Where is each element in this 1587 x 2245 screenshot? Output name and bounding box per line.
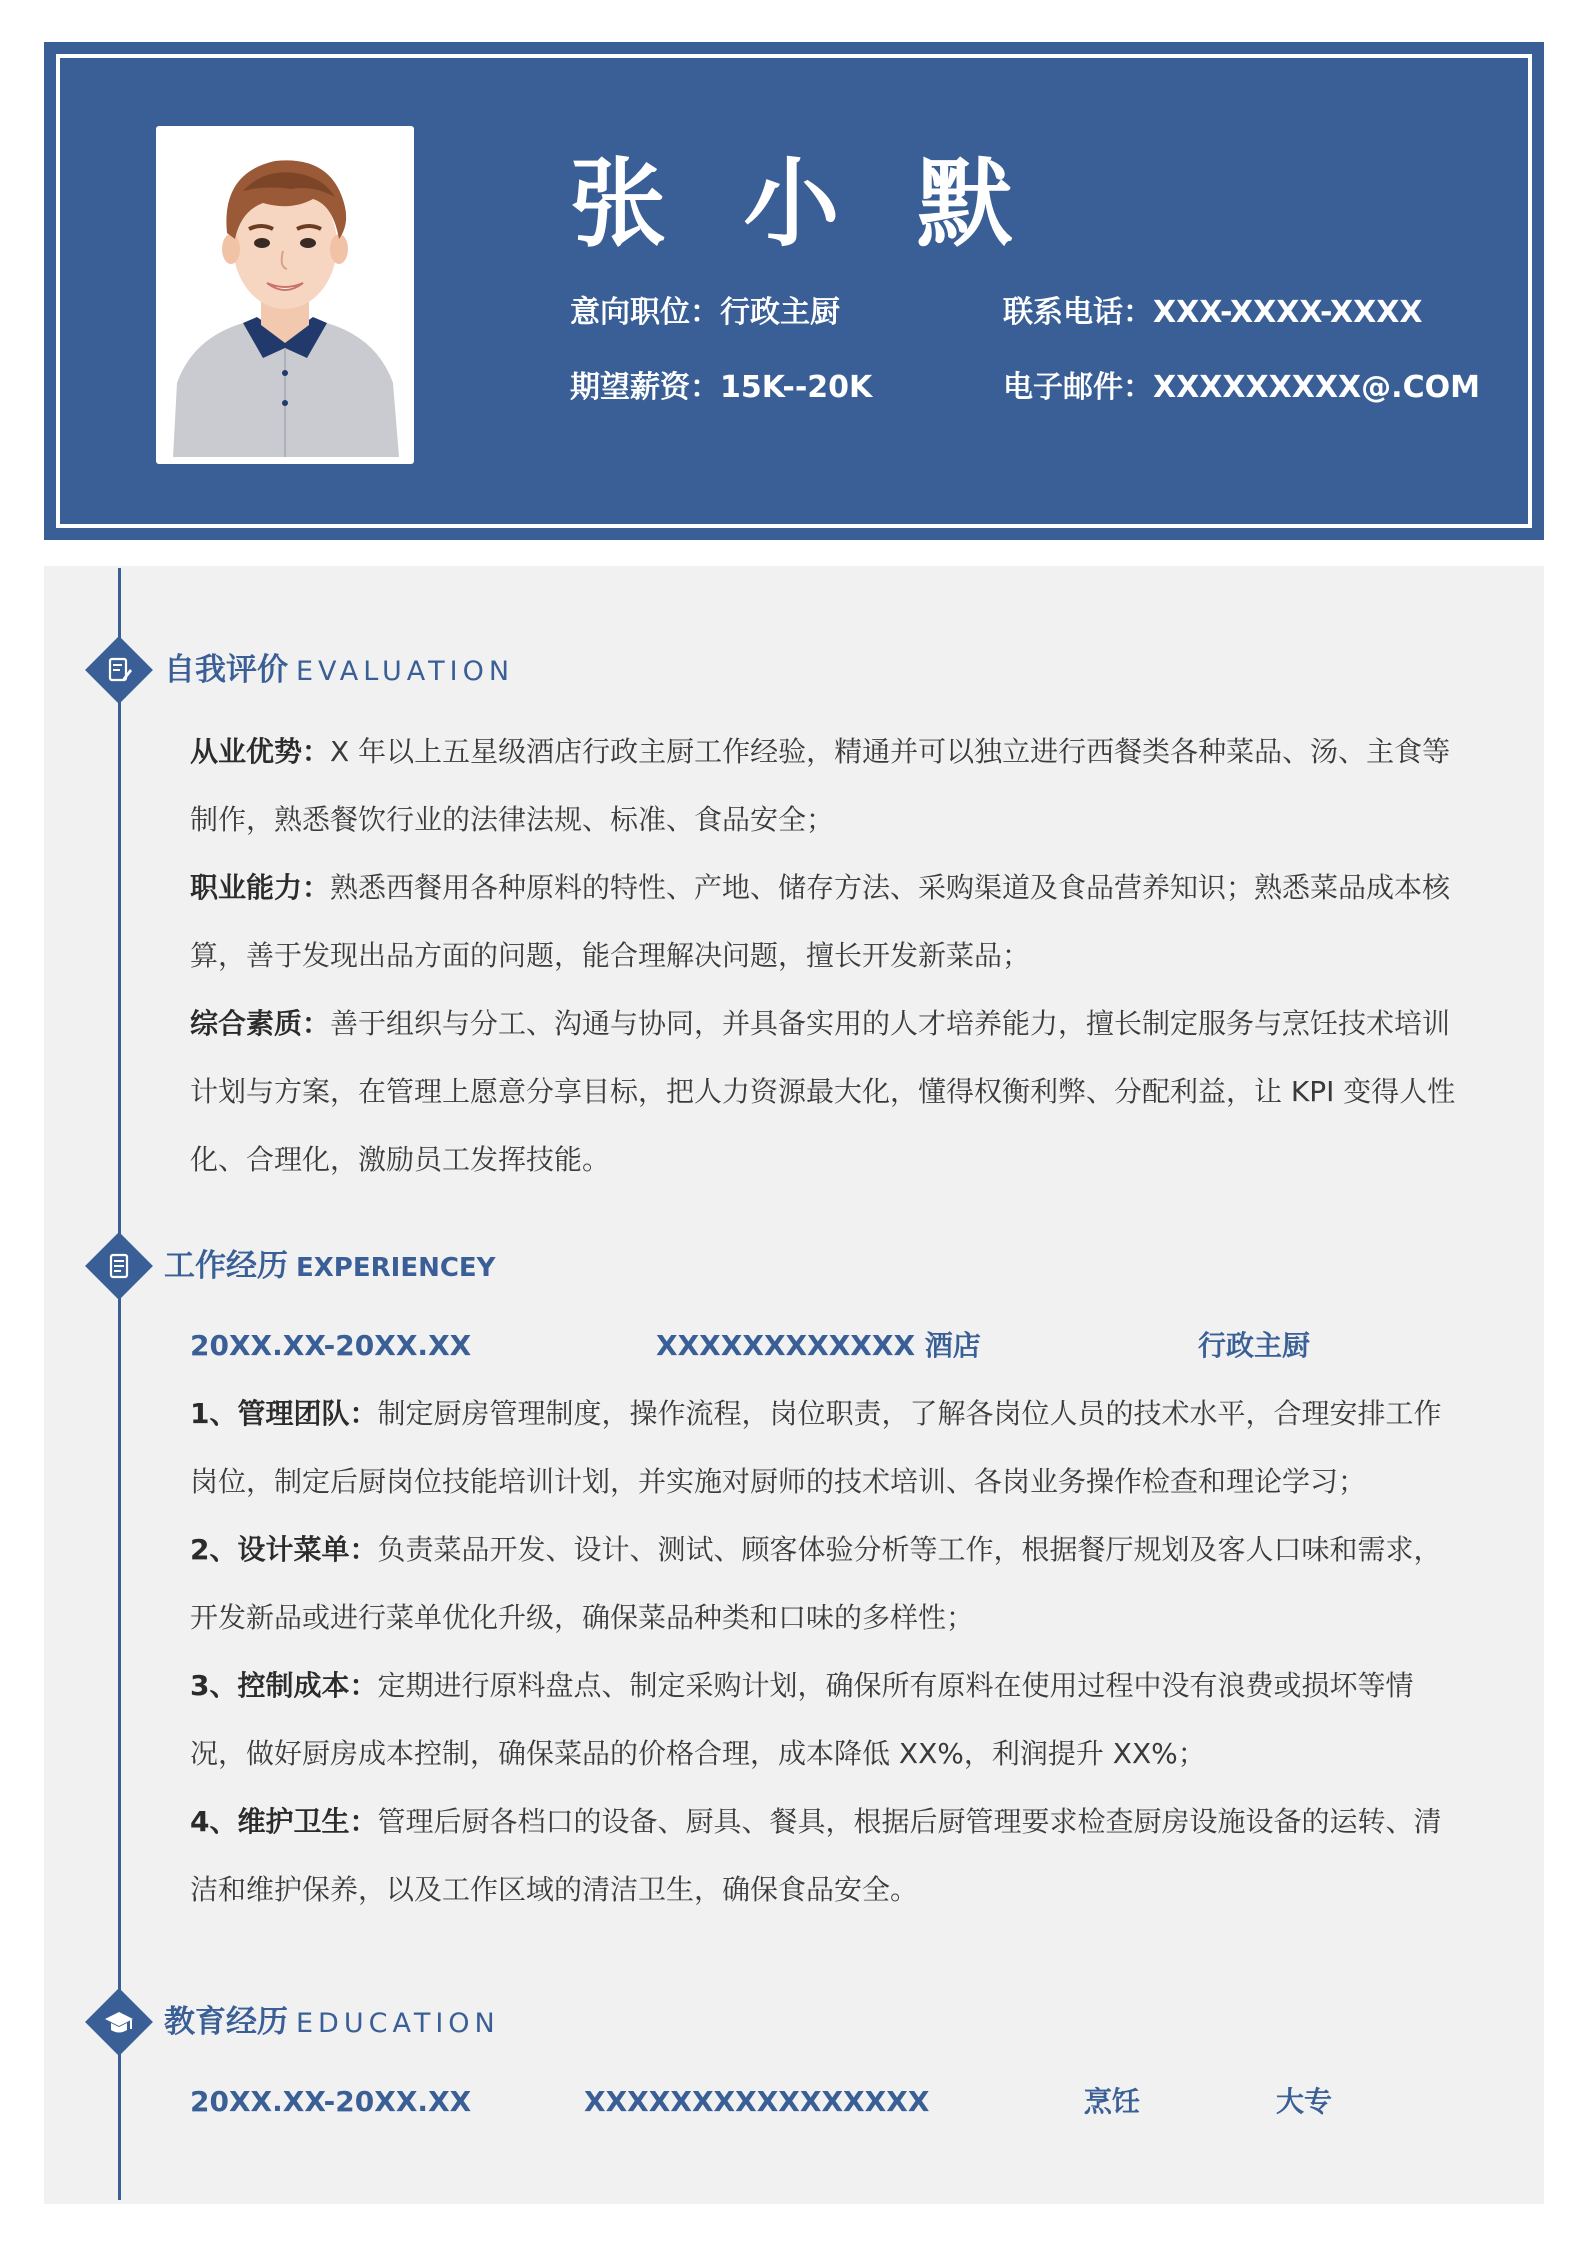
graduation-cap-icon (99, 2002, 139, 2042)
avatar-illustration (163, 133, 407, 457)
section-title-education-cn: 教育经历 (164, 2004, 288, 2040)
evaluation-item (190, 718, 1460, 854)
education-period: 20XX.XX-20XX.XX (190, 2085, 472, 2118)
target-position (570, 295, 840, 330)
evaluation-item-text: X 年以上五星级酒店行政主厨工作经验，精通并可以独立进行西餐类各种菜品、汤、主食等制作，熟悉餐饮行业的法律法规、标准、食品安全； (190, 735, 1451, 836)
evaluation-item-text: 熟悉西餐用各种原料的特性、产地、储存方法、采购渠道及食品营养知识；熟悉菜品成本核算，善于发现出品方面的问题，能合理解决问题，擅长开发新菜品； (190, 871, 1451, 972)
experience-item-text: 制定厨房管理制度，操作流程，岗位职责，了解各岗位人员的技术水平，合理安排工作岗位，制定后厨岗位技能培训计划，并实施对厨师的技术培训、各岗业务操作检查和理论学习； (190, 1397, 1442, 1498)
section-title-education-en: EDUCATION (296, 2008, 500, 2039)
experience-item (190, 1788, 1460, 1924)
target-position-value: 行政主厨 (720, 295, 840, 330)
experience-item-label: 4、维护卫生： (190, 1805, 378, 1838)
contact-email-value[interactable]: XXXXXXXXX@.COM (1153, 370, 1480, 405)
candidate-name: 张 小 默 (570, 148, 1035, 260)
expected-salary-label: 期望薪资： (570, 370, 720, 405)
section-title-evaluation-en: EVALUATION (296, 656, 515, 687)
experience-item (190, 1516, 1460, 1652)
contact-email[interactable] (1003, 370, 1480, 405)
edit-note-icon (99, 650, 139, 690)
section-title-evaluation-cn: 自我评价 (164, 652, 288, 688)
expected-salary (570, 370, 873, 405)
expected-salary-value: 15K--20K (720, 370, 873, 405)
target-position-label: 意向职位： (570, 295, 720, 330)
section-title-experience (164, 1248, 496, 1284)
experience-item-text: 负责菜品开发、设计、测试、顾客体验分析等工作，根据餐厅规划及客人口味和需求，开发新品或进行菜单优化升级，确保菜品种类和口味的多样性； (190, 1533, 1442, 1634)
avatar-photo (156, 126, 414, 464)
education-major: 烹饪 (1084, 2085, 1141, 2118)
evaluation-item-label: 职业能力： (190, 871, 331, 904)
education-school: XXXXXXXXXXXXXXXX (584, 2085, 930, 2118)
contact-phone-value: XXX-XXXX-XXXX (1153, 295, 1423, 330)
contact-phone (1003, 295, 1423, 330)
experience-position: 行政主厨 (1198, 1329, 1311, 1362)
evaluation-item (190, 990, 1460, 1194)
experience-item (190, 1380, 1460, 1516)
section-title-evaluation (164, 652, 515, 688)
evaluation-item-label: 从业优势： (190, 735, 331, 768)
section-title-experience-en: EXPERIENCEY (296, 1253, 496, 1283)
experience-item-label: 1、管理团队： (190, 1397, 378, 1430)
experience-item-label: 3、控制成本： (190, 1669, 378, 1702)
experience-period: 20XX.XX-20XX.XX (190, 1329, 472, 1362)
experience-company: XXXXXXXXXXXX 酒店 (656, 1329, 981, 1362)
section-title-experience-cn: 工作经历 (164, 1248, 288, 1284)
experience-item-label: 2、设计菜单： (190, 1533, 378, 1566)
evaluation-item-label: 综合素质： (190, 1007, 331, 1040)
evaluation-item (190, 854, 1460, 990)
timeline-line (118, 568, 121, 2200)
contact-phone-label: 联系电话： (1003, 295, 1153, 330)
education-degree: 大专 (1276, 2085, 1333, 2118)
section-title-education (164, 2004, 500, 2040)
evaluation-item-text: 善于组织与分工、沟通与协同，并具备实用的人才培养能力，擅长制定服务与烹饪技术培训计划与方案，在管理上愿意分享目标，把人力资源最大化，懂得权衡利弊、分配利益，让 KPI 变得人性化、合理化，激励员工发挥技能。 (190, 1007, 1456, 1176)
contact-email-label: 电子邮件： (1003, 370, 1153, 405)
experience-item-text: 管理后厨各档口的设备、厨具、餐具，根据后厨管理要求检查厨房设施设备的运转、清洁和维护保养，以及工作区域的清洁卫生，确保食品安全。 (190, 1805, 1442, 1906)
document-icon (99, 1246, 139, 1286)
experience-item (190, 1652, 1460, 1788)
experience-item-text: 定期进行原料盘点、制定采购计划，确保所有原料在使用过程中没有浪费或损坏等情况，做好厨房成本控制，确保菜品的价格合理，成本降低 XX%，利润提升 XX%； (190, 1669, 1414, 1770)
